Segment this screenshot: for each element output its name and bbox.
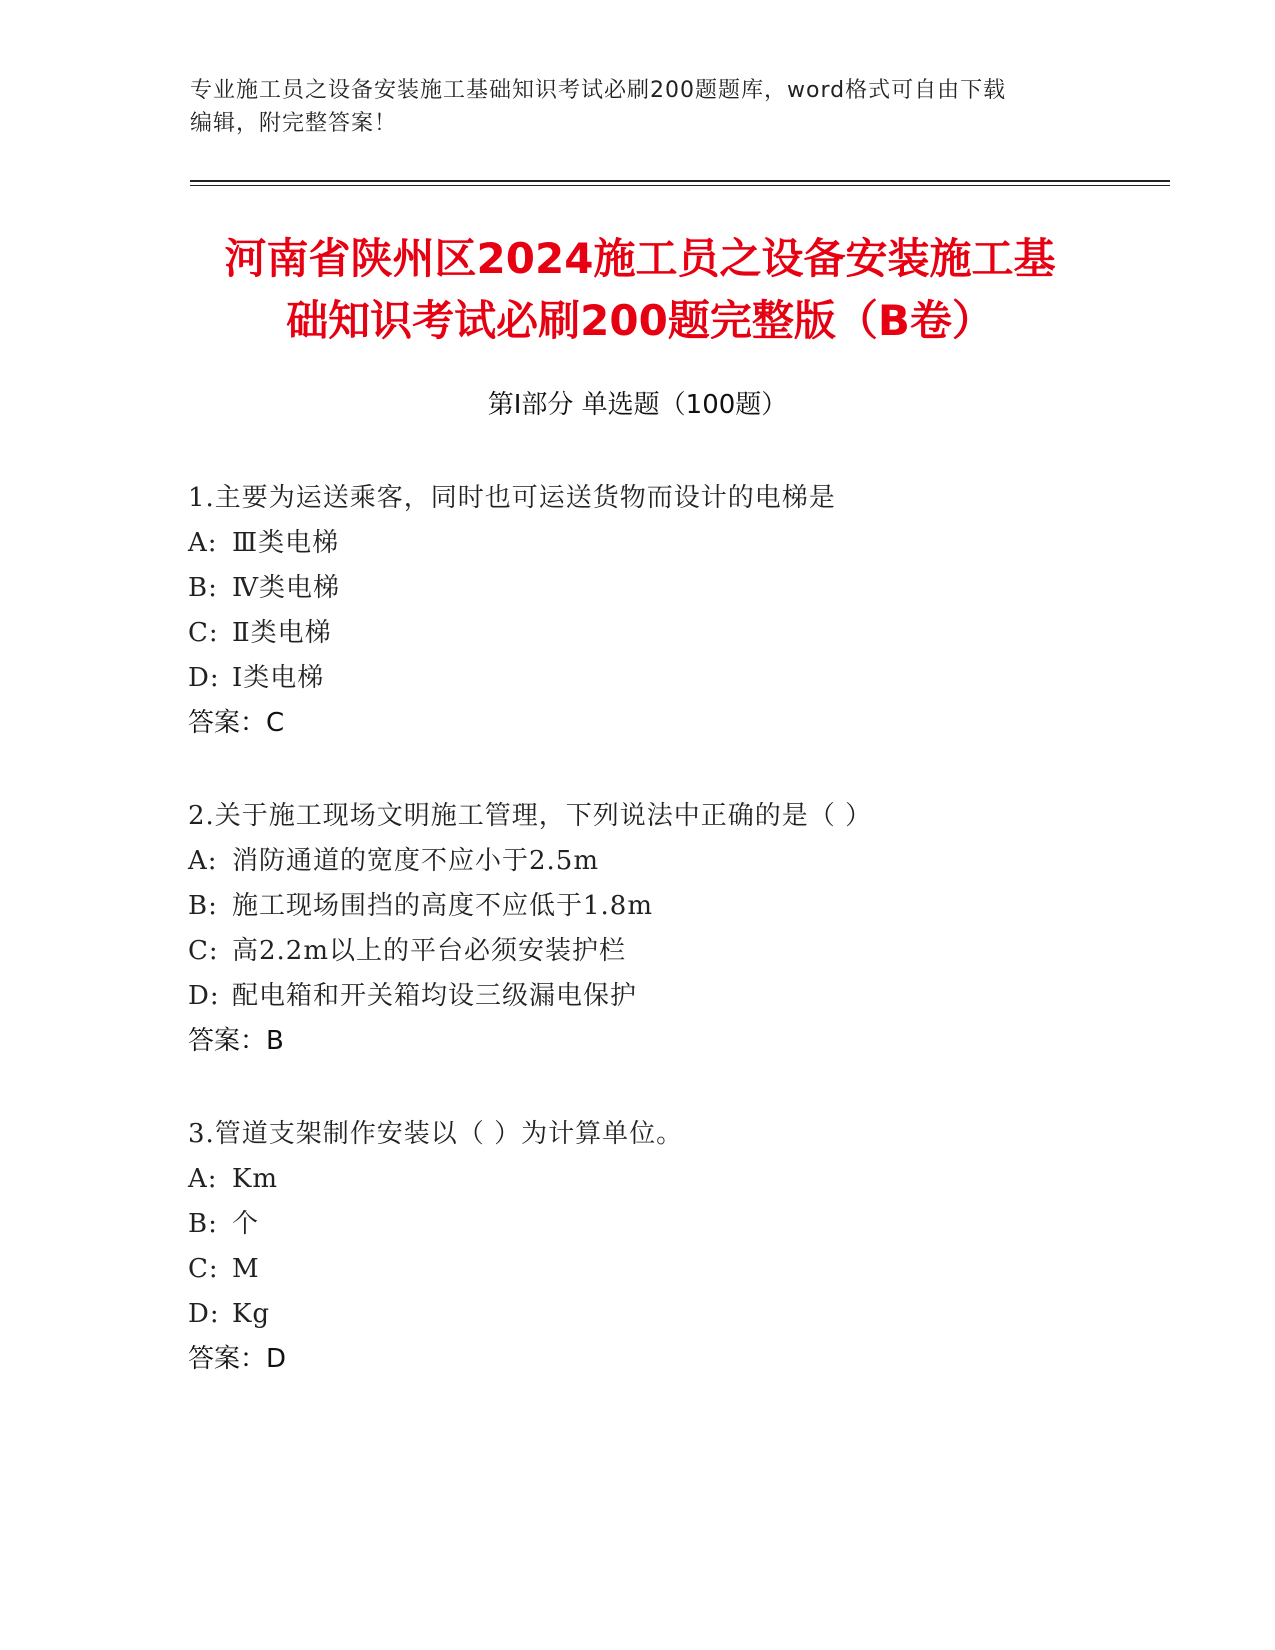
header-note-line-2: 编辑，附完整答案！: [190, 111, 398, 136]
question-stem: 2.关于施工现场文明施工管理，下列说法中正确的是（ ）: [188, 801, 873, 831]
option-text: 配电箱和开关箱均设三级漏电保护: [232, 981, 638, 1011]
option-text: 个: [232, 1209, 260, 1239]
option-b: [188, 566, 1168, 611]
option-text: 施工现场围挡的高度不应低于1.8m: [232, 891, 654, 921]
option-c: [188, 929, 1168, 974]
option-letter: A:: [188, 528, 218, 558]
option-b: [188, 1202, 1168, 1247]
option-letter: A:: [188, 1164, 218, 1194]
option-text: Kg: [232, 1299, 271, 1329]
option-text: Ⅱ类电梯: [232, 618, 332, 648]
option-d: [188, 1292, 1168, 1337]
question-stem: 3.管道支架制作安装以（ ）为计算单位。: [188, 1119, 684, 1149]
option-letter: B:: [188, 573, 218, 603]
option-letter: C:: [188, 618, 219, 648]
option-text: 高2.2m以上的平台必须安装护栏: [232, 936, 627, 966]
question-stem: 1.主要为运送乘客，同时也可运送货物而设计的电梯是: [188, 483, 836, 513]
option-text: Ⅰ类电梯: [232, 663, 325, 693]
option-letter: D:: [188, 981, 220, 1011]
option-letter: C:: [188, 936, 219, 966]
option-letter: B:: [188, 891, 218, 921]
option-letter: B:: [188, 1209, 218, 1239]
header-rule-thick: [190, 180, 1170, 182]
option-text: Km: [232, 1164, 279, 1194]
header-rule-thin: [190, 185, 1170, 186]
option-text: 消防通道的宽度不应小于2.5m: [232, 846, 600, 876]
option-letter: D:: [188, 663, 220, 693]
option-text: Ⅳ类电梯: [232, 573, 340, 603]
option-a: [188, 839, 1168, 884]
question-1: [188, 476, 1168, 746]
header-note-line-1: 专业施工员之设备安装施工基础知识考试必刷200题题库，word格式可自由下载: [190, 78, 1007, 103]
option-text: Ⅲ类电梯: [232, 528, 340, 558]
option-letter: A:: [188, 846, 218, 876]
document-title-line-2: 础知识考试必刷200题完整版（B卷）: [286, 296, 994, 345]
option-d: [188, 974, 1168, 1019]
option-a: [188, 521, 1168, 566]
option-a: [188, 1157, 1168, 1202]
option-d: [188, 656, 1168, 701]
option-letter: D:: [188, 1299, 220, 1329]
option-letter: C:: [188, 1254, 219, 1284]
document-title-line-1: 河南省陕州区2024施工员之设备安装施工基: [224, 234, 1056, 283]
answer: 答案：B: [188, 1026, 284, 1056]
option-text: M: [232, 1254, 260, 1284]
answer: 答案：D: [188, 1344, 287, 1374]
section-title: 第Ⅰ部分 单选题（100题）: [487, 390, 788, 420]
header-note: [190, 74, 1090, 140]
option-c: [188, 611, 1168, 656]
question-3: [188, 1112, 1168, 1382]
option-c: [188, 1247, 1168, 1292]
answer: 答案：C: [188, 708, 285, 738]
question-2: [188, 794, 1168, 1064]
option-b: [188, 884, 1168, 929]
document-title: [160, 228, 1120, 352]
